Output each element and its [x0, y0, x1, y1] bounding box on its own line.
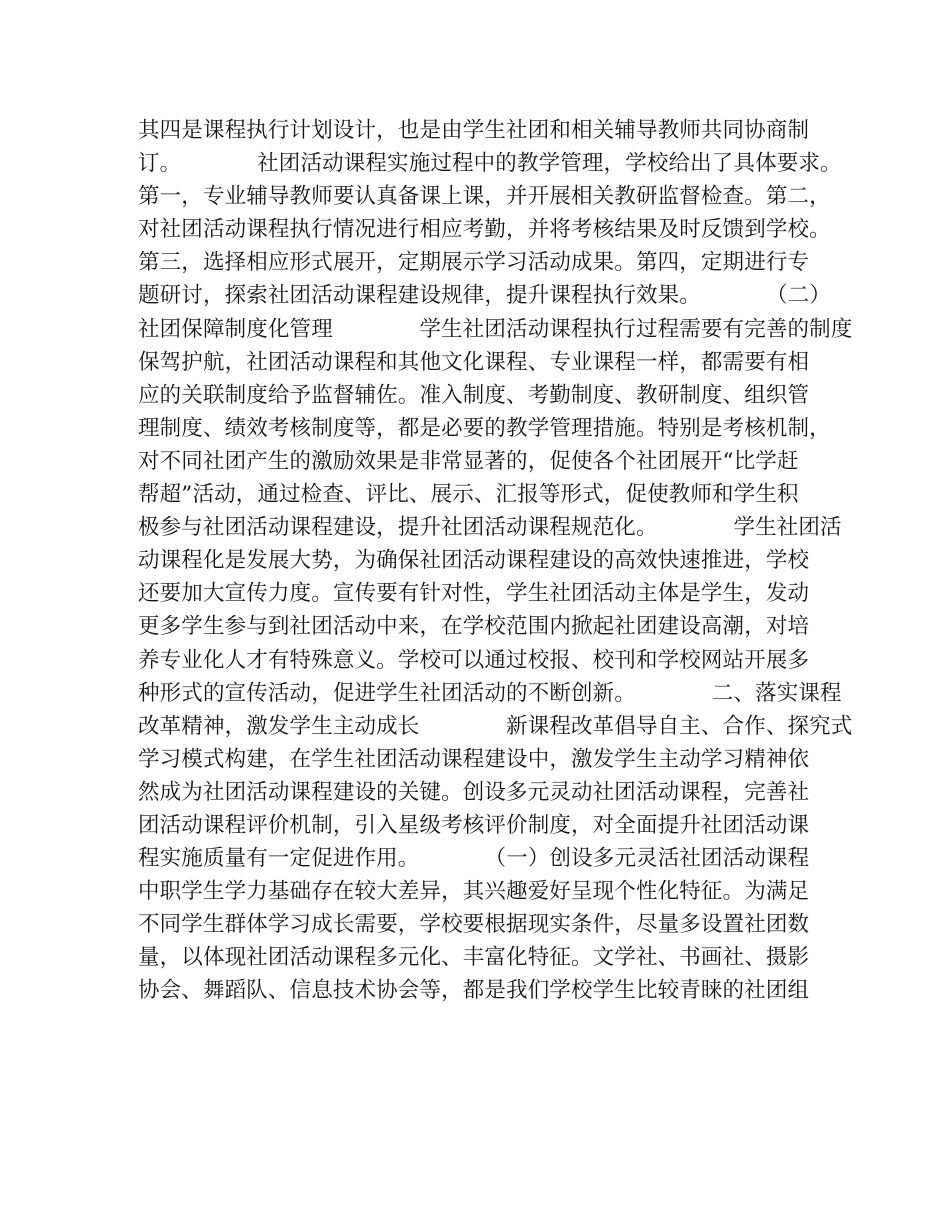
text-line: 其四是课程执行计划设计，也是由学生社团和相关辅导教师共同协商制 — [138, 118, 810, 143]
text-line: 第一，专业辅导教师要认真备课上课，并开展相关教研监督检查。第二， — [138, 184, 831, 210]
text-line: 动课程化是发展大势，为确保社团活动课程建设的高效快速推进，学校 — [138, 548, 810, 574]
text-line: 社团保障制度化管理 学生社团活动课程执行过程需要有完善的制度 — [138, 316, 853, 342]
text-line: 养专业化人才有特殊意义。学校可以通过校报、校刊和学校网站开展多 — [138, 647, 810, 673]
text-line: 更多学生参与到社团活动中来，在学校范围内掀起社团建设高潮，对培 — [138, 614, 810, 640]
text-line: 帮超”活动，通过检查、评比、展示、汇报等形式，促使教师和学生积 — [138, 482, 799, 508]
text-line: 应的关联制度给予监督辅佐。准入制度、考勤制度、教研制度、组织管 — [138, 382, 810, 408]
text-line: 订。 社团活动课程实施过程中的教学管理，学校给出了具体要求。 — [138, 151, 842, 177]
text-line: 学习模式构建，在学生社团活动课程建设中，激发学生主动学习精神依 — [138, 746, 810, 772]
text-line: 理制度、绩效考核制度等，都是必要的教学管理措施。特别是考核机制， — [138, 415, 831, 441]
text-line: 对社团活动课程执行情况进行相应考勤，并将考核结果及时反馈到学校。 — [138, 217, 831, 243]
text-line: 协会、舞蹈队、信息技术协会等，都是我们学校学生比较青睐的社团组 — [138, 978, 810, 1004]
text-line: 极参与社团活动课程建设，提升社团活动课程规范化。 学生社团活 — [138, 515, 842, 541]
text-line: 团活动课程评价机制，引入星级考核评价制度，对全面提升社团活动课 — [138, 812, 810, 838]
text-line: 中职学生学力基础存在较大差异，其兴趣爱好呈现个性化特征。为满足 — [138, 879, 810, 905]
text-line: 第三，选择相应形式展开，定期展示学习活动成果。第四，定期进行专 — [138, 250, 810, 276]
text-line: 然成为社团活动课程建设的关键。创设多元灵动社团活动课程，完善社 — [138, 779, 810, 805]
text-line: 量，以体现社团活动课程多元化、丰富化特征。文学社、书画社、摄影 — [138, 945, 810, 971]
text-line: 不同学生群体学习成长需要，学校要根据现实条件，尽量多设置社团数 — [138, 912, 810, 938]
text-line: 保驾护航，社团活动课程和其他文化课程、专业课程一样，都需要有相 — [138, 349, 810, 375]
text-line: 还要加大宣传力度。宣传要有针对性，学生社团活动主体是学生，发动 — [138, 581, 810, 607]
text-line: 改革精神，激发学生主动成长 新课程改革倡导自主、合作、探究式 — [138, 713, 853, 739]
text-line: 种形式的宣传活动，促进学生社团活动的不断创新。 二、落实课程 — [138, 680, 842, 706]
text-line: 程实施质量有一定促进作用。 （一）创设多元灵活社团活动课程 — [138, 846, 810, 872]
text-line: 题研讨，探索社团活动课程建设规律，提升课程执行效果。 （二） — [138, 283, 831, 309]
body-text — [138, 114, 853, 1008]
text-line: 对不同社团产生的激励效果是非常显著的，促使各个社团展开“比学赶 — [138, 448, 799, 474]
